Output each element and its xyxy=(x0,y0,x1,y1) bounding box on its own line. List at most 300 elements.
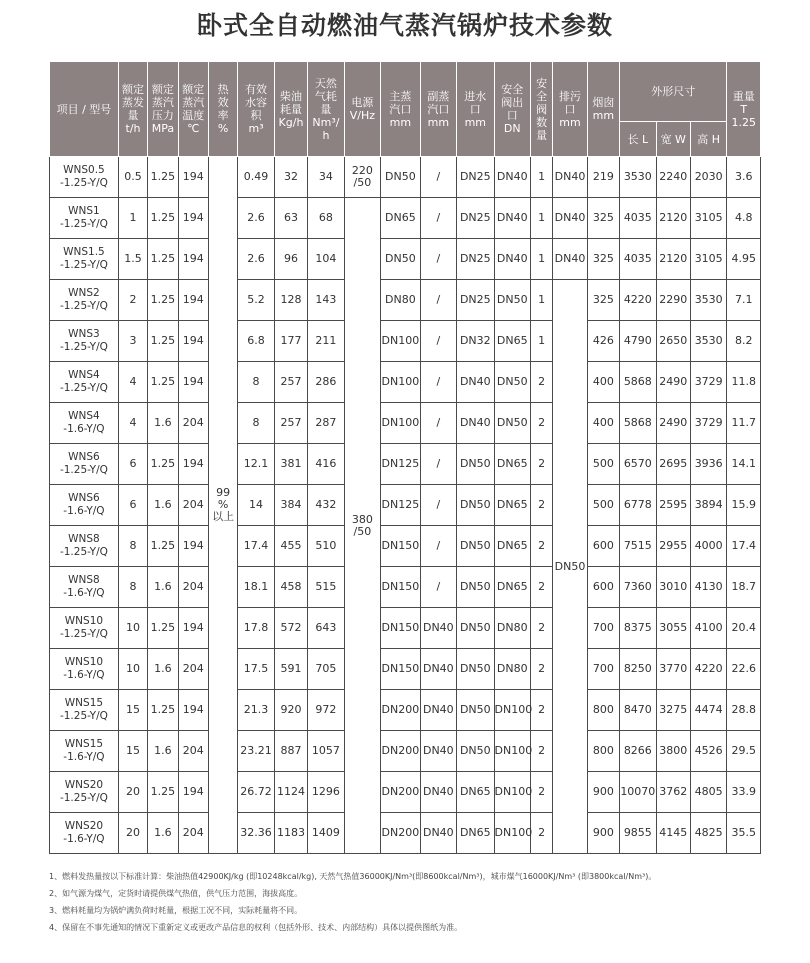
length-cell: 8250 xyxy=(620,649,656,690)
width-cell: 2955 xyxy=(656,526,690,567)
gas-consumption-cell: 705 xyxy=(308,649,344,690)
water-volume-cell: 12.1 xyxy=(238,444,274,485)
height-cell: 4474 xyxy=(690,690,726,731)
table-row xyxy=(50,813,761,854)
chimney-cell: 400 xyxy=(587,362,619,403)
steam-temperature-cell: 204 xyxy=(178,813,208,854)
main-steam-outlet-cell: DN150 xyxy=(381,649,421,690)
header-height: 高 H xyxy=(690,122,726,157)
header-safety-valve-outlet: 安全 阀出 口 DN xyxy=(494,62,530,157)
aux-steam-outlet-cell: DN40 xyxy=(420,649,456,690)
chimney-cell: 426 xyxy=(587,321,619,362)
water-inlet-cell: DN25 xyxy=(457,280,494,321)
height-cell: 3729 xyxy=(690,362,726,403)
table-row xyxy=(50,485,761,526)
aux-steam-outlet-cell: / xyxy=(420,321,456,362)
height-cell: 4526 xyxy=(690,731,726,772)
footnote-4: 4、保留在不事先通知的情况下重新定义或更改产品信息的权利（包括外形、技术、内部结构）具体以提供图纸为准。 xyxy=(49,923,463,932)
aux-steam-outlet-cell: / xyxy=(420,198,456,239)
length-cell: 8266 xyxy=(620,731,656,772)
model-cell: WNS20 -1.6-Y/Q xyxy=(50,813,119,854)
weight-cell: 15.9 xyxy=(727,485,761,526)
safety-valve-count-cell: 2 xyxy=(530,485,552,526)
main-steam-outlet-cell: DN150 xyxy=(381,526,421,567)
spec-table-body xyxy=(50,157,761,854)
safety-valve-count-cell: 2 xyxy=(530,403,552,444)
chimney-cell: 400 xyxy=(587,403,619,444)
steam-pressure-cell: 1.25 xyxy=(148,198,178,239)
water-inlet-cell: DN25 xyxy=(457,198,494,239)
length-cell: 6778 xyxy=(620,485,656,526)
width-cell: 3275 xyxy=(656,690,690,731)
weight-cell: 11.7 xyxy=(727,403,761,444)
diesel-consumption-cell: 572 xyxy=(274,608,307,649)
length-cell: 10070 xyxy=(620,772,656,813)
steam-pressure-cell: 1.25 xyxy=(148,280,178,321)
gas-consumption-cell: 1057 xyxy=(308,731,344,772)
gas-consumption-cell: 643 xyxy=(308,608,344,649)
header-model: 项目 / 型号 xyxy=(50,62,119,157)
diesel-consumption-cell: 458 xyxy=(274,567,307,608)
weight-cell: 4.8 xyxy=(727,198,761,239)
gas-consumption-cell: 143 xyxy=(308,280,344,321)
water-volume-cell: 6.8 xyxy=(238,321,274,362)
main-steam-outlet-cell: DN100 xyxy=(381,321,421,362)
length-cell: 9855 xyxy=(620,813,656,854)
safety-valve-count-cell: 2 xyxy=(530,567,552,608)
header-steam-pressure: 额定 蒸汽 压力 MPa xyxy=(148,62,178,157)
water-volume-cell: 14 xyxy=(238,485,274,526)
water-volume-cell: 32.36 xyxy=(238,813,274,854)
power-supply-380-cell: 380 /50 xyxy=(344,198,380,854)
model-cell: WNS6 -1.25-Y/Q xyxy=(50,444,119,485)
footnote-1: 1、燃料发热量按以下标准计算：柴油热值42900KJ/kg (即10248kcal/kg), 天然气热值36000KJ/Nm³(即8600kcal/Nm³)，城市煤气16000KJ/Nm³ (即3800kcal/Nm³)。 xyxy=(49,872,657,881)
width-cell: 3055 xyxy=(656,608,690,649)
height-cell: 3729 xyxy=(690,403,726,444)
water-volume-cell: 8 xyxy=(238,403,274,444)
height-cell: 4220 xyxy=(690,649,726,690)
safety-valve-outlet-cell: DN40 xyxy=(494,239,530,280)
aux-steam-outlet-cell: DN40 xyxy=(420,772,456,813)
water-volume-cell: 17.5 xyxy=(238,649,274,690)
steam-capacity-cell: 15 xyxy=(118,731,147,772)
steam-temperature-cell: 194 xyxy=(178,444,208,485)
height-cell: 4825 xyxy=(690,813,726,854)
chimney-cell: 900 xyxy=(587,813,619,854)
steam-capacity-cell: 4 xyxy=(118,362,147,403)
diesel-consumption-cell: 384 xyxy=(274,485,307,526)
length-cell: 7515 xyxy=(620,526,656,567)
safety-valve-outlet-cell: DN100 xyxy=(494,690,530,731)
diesel-consumption-cell: 257 xyxy=(274,362,307,403)
steam-pressure-cell: 1.25 xyxy=(148,239,178,280)
water-inlet-cell: DN65 xyxy=(457,772,494,813)
length-cell: 4790 xyxy=(620,321,656,362)
steam-capacity-cell: 1 xyxy=(118,198,147,239)
steam-pressure-cell: 1.6 xyxy=(148,731,178,772)
aux-steam-outlet-cell: / xyxy=(420,157,456,198)
steam-capacity-cell: 20 xyxy=(118,813,147,854)
gas-consumption-cell: 1296 xyxy=(308,772,344,813)
steam-pressure-cell: 1.6 xyxy=(148,649,178,690)
safety-valve-count-cell: 2 xyxy=(530,608,552,649)
table-row xyxy=(50,772,761,813)
steam-pressure-cell: 1.25 xyxy=(148,526,178,567)
footnotes xyxy=(49,868,789,936)
steam-capacity-cell: 0.5 xyxy=(118,157,147,198)
table-row xyxy=(50,280,761,321)
width-cell: 2695 xyxy=(656,444,690,485)
safety-valve-outlet-cell: DN65 xyxy=(494,321,530,362)
safety-valve-outlet-cell: DN65 xyxy=(494,485,530,526)
spec-table xyxy=(49,61,761,854)
steam-temperature-cell: 194 xyxy=(178,239,208,280)
safety-valve-count-cell: 2 xyxy=(530,444,552,485)
model-cell: WNS15 -1.25-Y/Q xyxy=(50,690,119,731)
efficiency-merged-cell: 99 % 以上 xyxy=(208,157,237,854)
aux-steam-outlet-cell: DN40 xyxy=(420,690,456,731)
aux-steam-outlet-cell: / xyxy=(420,444,456,485)
length-cell: 6570 xyxy=(620,444,656,485)
steam-temperature-cell: 204 xyxy=(178,649,208,690)
steam-temperature-cell: 194 xyxy=(178,772,208,813)
steam-pressure-cell: 1.25 xyxy=(148,608,178,649)
height-cell: 2030 xyxy=(690,157,726,198)
footnote-3: 3、燃料耗量均为锅炉满负荷时耗量，根据工况不同，实际耗量将不同。 xyxy=(49,906,303,915)
width-cell: 3762 xyxy=(656,772,690,813)
width-cell: 2595 xyxy=(656,485,690,526)
water-inlet-cell: DN40 xyxy=(457,362,494,403)
safety-valve-count-cell: 2 xyxy=(530,526,552,567)
drain-outlet-cell: DN40 xyxy=(553,198,587,239)
safety-valve-outlet-cell: DN50 xyxy=(494,362,530,403)
steam-capacity-cell: 20 xyxy=(118,772,147,813)
width-cell: 3770 xyxy=(656,649,690,690)
weight-cell: 7.1 xyxy=(727,280,761,321)
model-cell: WNS3 -1.25-Y/Q xyxy=(50,321,119,362)
water-inlet-cell: DN25 xyxy=(457,239,494,280)
aux-steam-outlet-cell: / xyxy=(420,239,456,280)
aux-steam-outlet-cell: / xyxy=(420,362,456,403)
diesel-consumption-cell: 63 xyxy=(274,198,307,239)
footnote-2: 2、如气源为煤气，定货时请提供煤气热值，供气压力范围，海拔高度。 xyxy=(49,889,303,898)
weight-cell: 22.6 xyxy=(727,649,761,690)
header-width: 宽 W xyxy=(656,122,690,157)
gas-consumption-cell: 287 xyxy=(308,403,344,444)
safety-valve-outlet-cell: DN65 xyxy=(494,444,530,485)
gas-consumption-cell: 104 xyxy=(308,239,344,280)
steam-capacity-cell: 3 xyxy=(118,321,147,362)
chimney-cell: 219 xyxy=(587,157,619,198)
width-cell: 2650 xyxy=(656,321,690,362)
weight-cell: 11.8 xyxy=(727,362,761,403)
weight-cell: 35.5 xyxy=(727,813,761,854)
main-steam-outlet-cell: DN80 xyxy=(381,280,421,321)
chimney-cell: 700 xyxy=(587,608,619,649)
water-inlet-cell: DN50 xyxy=(457,444,494,485)
model-cell: WNS2 -1.25-Y/Q xyxy=(50,280,119,321)
diesel-consumption-cell: 1124 xyxy=(274,772,307,813)
weight-cell: 14.1 xyxy=(727,444,761,485)
model-cell: WNS1 -1.25-Y/Q xyxy=(50,198,119,239)
steam-pressure-cell: 1.25 xyxy=(148,772,178,813)
diesel-consumption-cell: 257 xyxy=(274,403,307,444)
table-row xyxy=(50,157,761,198)
height-cell: 3530 xyxy=(690,321,726,362)
steam-pressure-cell: 1.6 xyxy=(148,813,178,854)
length-cell: 8470 xyxy=(620,690,656,731)
water-volume-cell: 26.72 xyxy=(238,772,274,813)
water-inlet-cell: DN50 xyxy=(457,608,494,649)
chimney-cell: 800 xyxy=(587,690,619,731)
aux-steam-outlet-cell: DN40 xyxy=(420,813,456,854)
header-length: 长 L xyxy=(620,122,656,157)
water-inlet-cell: DN25 xyxy=(457,157,494,198)
chimney-cell: 500 xyxy=(587,444,619,485)
steam-capacity-cell: 6 xyxy=(118,485,147,526)
weight-cell: 3.6 xyxy=(727,157,761,198)
gas-consumption-cell: 510 xyxy=(308,526,344,567)
chimney-cell: 325 xyxy=(587,198,619,239)
gas-consumption-cell: 34 xyxy=(308,157,344,198)
gas-consumption-cell: 416 xyxy=(308,444,344,485)
chimney-cell: 325 xyxy=(587,280,619,321)
width-cell: 3800 xyxy=(656,731,690,772)
table-row xyxy=(50,608,761,649)
safety-valve-outlet-cell: DN50 xyxy=(494,280,530,321)
main-steam-outlet-cell: DN200 xyxy=(381,813,421,854)
water-inlet-cell: DN50 xyxy=(457,567,494,608)
gas-consumption-cell: 211 xyxy=(308,321,344,362)
steam-capacity-cell: 6 xyxy=(118,444,147,485)
length-cell: 4035 xyxy=(620,198,656,239)
main-steam-outlet-cell: DN150 xyxy=(381,608,421,649)
height-cell: 3105 xyxy=(690,239,726,280)
model-cell: WNS1.5 -1.25-Y/Q xyxy=(50,239,119,280)
model-cell: WNS8 -1.25-Y/Q xyxy=(50,526,119,567)
width-cell: 3010 xyxy=(656,567,690,608)
main-steam-outlet-cell: DN100 xyxy=(381,362,421,403)
steam-capacity-cell: 10 xyxy=(118,608,147,649)
steam-temperature-cell: 194 xyxy=(178,321,208,362)
water-volume-cell: 2.6 xyxy=(238,239,274,280)
water-volume-cell: 8 xyxy=(238,362,274,403)
water-volume-cell: 17.8 xyxy=(238,608,274,649)
safety-valve-outlet-cell: DN100 xyxy=(494,731,530,772)
length-cell: 7360 xyxy=(620,567,656,608)
main-steam-outlet-cell: DN125 xyxy=(381,444,421,485)
steam-pressure-cell: 1.25 xyxy=(148,690,178,731)
model-cell: WNS4 -1.6-Y/Q xyxy=(50,403,119,444)
table-row xyxy=(50,444,761,485)
water-volume-cell: 23.21 xyxy=(238,731,274,772)
table-row xyxy=(50,526,761,567)
weight-cell: 33.9 xyxy=(727,772,761,813)
safety-valve-count-cell: 1 xyxy=(530,280,552,321)
diesel-consumption-cell: 177 xyxy=(274,321,307,362)
width-cell: 2490 xyxy=(656,403,690,444)
table-row xyxy=(50,403,761,444)
weight-cell: 18.7 xyxy=(727,567,761,608)
steam-capacity-cell: 2 xyxy=(118,280,147,321)
steam-pressure-cell: 1.25 xyxy=(148,157,178,198)
header-water-inlet: 进水 口 mm xyxy=(457,62,494,157)
aux-steam-outlet-cell: DN40 xyxy=(420,731,456,772)
steam-temperature-cell: 194 xyxy=(178,157,208,198)
chimney-cell: 500 xyxy=(587,485,619,526)
water-inlet-cell: DN32 xyxy=(457,321,494,362)
water-volume-cell: 5.2 xyxy=(238,280,274,321)
weight-cell: 28.8 xyxy=(727,690,761,731)
weight-cell: 29.5 xyxy=(727,731,761,772)
gas-consumption-cell: 432 xyxy=(308,485,344,526)
header-drain-outlet: 排污 口 mm xyxy=(553,62,587,157)
safety-valve-outlet-cell: DN50 xyxy=(494,403,530,444)
chimney-cell: 800 xyxy=(587,731,619,772)
safety-valve-count-cell: 2 xyxy=(530,772,552,813)
height-cell: 3894 xyxy=(690,485,726,526)
length-cell: 3530 xyxy=(620,157,656,198)
steam-pressure-cell: 1.25 xyxy=(148,444,178,485)
header-efficiency: 热 效 率 % xyxy=(208,62,237,157)
main-steam-outlet-cell: DN200 xyxy=(381,772,421,813)
safety-valve-count-cell: 2 xyxy=(530,813,552,854)
steam-pressure-cell: 1.25 xyxy=(148,362,178,403)
weight-cell: 17.4 xyxy=(727,526,761,567)
safety-valve-outlet-cell: DN80 xyxy=(494,649,530,690)
safety-valve-count-cell: 1 xyxy=(530,321,552,362)
water-volume-cell: 21.3 xyxy=(238,690,274,731)
drain-outlet-cell: DN40 xyxy=(553,157,587,198)
width-cell: 2490 xyxy=(656,362,690,403)
steam-temperature-cell: 194 xyxy=(178,526,208,567)
aux-steam-outlet-cell: / xyxy=(420,280,456,321)
width-cell: 2120 xyxy=(656,239,690,280)
header-weight: 重量 T 1.25 xyxy=(727,62,761,157)
aux-steam-outlet-cell: / xyxy=(420,403,456,444)
table-row xyxy=(50,198,761,239)
model-cell: WNS20 -1.25-Y/Q xyxy=(50,772,119,813)
weight-cell: 4.95 xyxy=(727,239,761,280)
safety-valve-outlet-cell: DN40 xyxy=(494,198,530,239)
water-inlet-cell: DN50 xyxy=(457,690,494,731)
water-inlet-cell: DN50 xyxy=(457,485,494,526)
length-cell: 8375 xyxy=(620,608,656,649)
table-row xyxy=(50,321,761,362)
table-row xyxy=(50,649,761,690)
height-cell: 4805 xyxy=(690,772,726,813)
safety-valve-outlet-cell: DN80 xyxy=(494,608,530,649)
header-steam-capacity: 额定 蒸发 量 t/h xyxy=(118,62,147,157)
width-cell: 4145 xyxy=(656,813,690,854)
water-inlet-cell: DN40 xyxy=(457,403,494,444)
model-cell: WNS10 -1.25-Y/Q xyxy=(50,608,119,649)
steam-temperature-cell: 194 xyxy=(178,280,208,321)
safety-valve-count-cell: 1 xyxy=(530,198,552,239)
header-chimney: 烟囱 mm xyxy=(587,62,619,157)
steam-capacity-cell: 15 xyxy=(118,690,147,731)
diesel-consumption-cell: 32 xyxy=(274,157,307,198)
water-volume-cell: 17.4 xyxy=(238,526,274,567)
steam-pressure-cell: 1.6 xyxy=(148,567,178,608)
table-row xyxy=(50,731,761,772)
header-diesel-consumption: 柴油 耗量 Kg/h xyxy=(274,62,307,157)
main-steam-outlet-cell: DN100 xyxy=(381,403,421,444)
diesel-consumption-cell: 128 xyxy=(274,280,307,321)
steam-pressure-cell: 1.6 xyxy=(148,485,178,526)
safety-valve-count-cell: 2 xyxy=(530,649,552,690)
steam-temperature-cell: 194 xyxy=(178,608,208,649)
table-row xyxy=(50,362,761,403)
aux-steam-outlet-cell: DN40 xyxy=(420,608,456,649)
weight-cell: 20.4 xyxy=(727,608,761,649)
safety-valve-count-cell: 2 xyxy=(530,362,552,403)
water-volume-cell: 0.49 xyxy=(238,157,274,198)
aux-steam-outlet-cell: / xyxy=(420,567,456,608)
height-cell: 4000 xyxy=(690,526,726,567)
steam-temperature-cell: 204 xyxy=(178,403,208,444)
steam-temperature-cell: 204 xyxy=(178,567,208,608)
safety-valve-count-cell: 1 xyxy=(530,239,552,280)
diesel-consumption-cell: 96 xyxy=(274,239,307,280)
main-steam-outlet-cell: DN125 xyxy=(381,485,421,526)
diesel-consumption-cell: 920 xyxy=(274,690,307,731)
safety-valve-outlet-cell: DN100 xyxy=(494,813,530,854)
water-volume-cell: 18.1 xyxy=(238,567,274,608)
aux-steam-outlet-cell: / xyxy=(420,526,456,567)
steam-temperature-cell: 194 xyxy=(178,362,208,403)
model-cell: WNS6 -1.6-Y/Q xyxy=(50,485,119,526)
safety-valve-outlet-cell: DN65 xyxy=(494,567,530,608)
width-cell: 2290 xyxy=(656,280,690,321)
diesel-consumption-cell: 591 xyxy=(274,649,307,690)
length-cell: 4035 xyxy=(620,239,656,280)
height-cell: 3105 xyxy=(690,198,726,239)
header-main-steam-outlet: 主蒸 汽口 mm xyxy=(381,62,421,157)
steam-capacity-cell: 8 xyxy=(118,526,147,567)
water-inlet-cell: DN50 xyxy=(457,731,494,772)
diesel-consumption-cell: 887 xyxy=(274,731,307,772)
diesel-consumption-cell: 381 xyxy=(274,444,307,485)
steam-capacity-cell: 10 xyxy=(118,649,147,690)
weight-cell: 8.2 xyxy=(727,321,761,362)
main-steam-outlet-cell: DN50 xyxy=(381,157,421,198)
power-supply-220-cell: 220 /50 xyxy=(344,157,380,198)
page-title: 卧式全自动燃油气蒸汽锅炉技术参数 xyxy=(196,11,613,40)
steam-temperature-cell: 204 xyxy=(178,731,208,772)
header-steam-temperature: 额定 蒸汽 温度 ℃ xyxy=(178,62,208,157)
table-row xyxy=(50,690,761,731)
header-aux-steam-outlet: 副蒸 汽口 mm xyxy=(420,62,456,157)
diesel-consumption-cell: 455 xyxy=(274,526,307,567)
height-cell: 3530 xyxy=(690,280,726,321)
length-cell: 5868 xyxy=(620,403,656,444)
model-cell: WNS15 -1.6-Y/Q xyxy=(50,731,119,772)
chimney-cell: 600 xyxy=(587,526,619,567)
header-dimensions: 外形尺寸 xyxy=(620,62,727,122)
steam-capacity-cell: 8 xyxy=(118,567,147,608)
steam-capacity-cell: 4 xyxy=(118,403,147,444)
safety-valve-outlet-cell: DN40 xyxy=(494,157,530,198)
header-water-volume: 有效 水容 积 m³ xyxy=(238,62,274,157)
safety-valve-count-cell: 2 xyxy=(530,731,552,772)
main-steam-outlet-cell: DN200 xyxy=(381,690,421,731)
gas-consumption-cell: 68 xyxy=(308,198,344,239)
steam-temperature-cell: 194 xyxy=(178,198,208,239)
model-cell: WNS4 -1.25-Y/Q xyxy=(50,362,119,403)
main-steam-outlet-cell: DN65 xyxy=(381,198,421,239)
height-cell: 3936 xyxy=(690,444,726,485)
